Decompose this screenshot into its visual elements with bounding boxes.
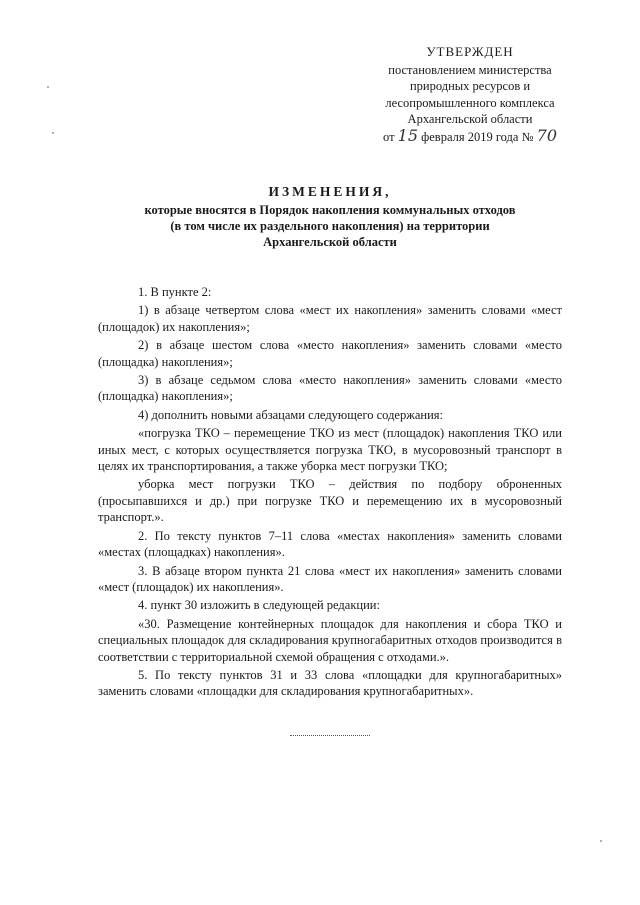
approval-date: [360, 125, 580, 146]
paragraph-6: «погрузка ТКО – перемещение ТКО из мест (площадок) накопления ТКО или иных мест, с которых осуществляется погрузка ТКО, в мусоровозный транспорт в целях их транспортирования, а также уборка мест погрузки ТКО;: [98, 426, 562, 474]
document-number-handwritten: 70: [536, 125, 558, 145]
paragraph-11: «30. Размещение контейнерных площадок для накопления и сбора ТКО и специальных площадок для складирования крупногабаритных отходов производится в соответствии с территориальной схемой обращения с отходами.».: [98, 616, 562, 664]
scan-speck: [52, 132, 54, 134]
approval-block: [360, 44, 580, 145]
approval-stamp: УТВЕРЖДЕН: [426, 44, 514, 59]
paragraph-12: 5. По тексту пунктов 31 и 33 слова «площадки для крупногабаритных» заменить словами «площадки для складирования крупногабаритных».: [98, 667, 562, 699]
scan-speck: [47, 86, 49, 88]
paragraph-10: 4. пункт 30 изложить в следующей редакции:: [138, 598, 380, 613]
paragraph-1: 1. В пункте 2:: [138, 285, 212, 299]
approval-line-1: постановлением министерства: [388, 62, 552, 77]
document-body: [98, 284, 562, 702]
paragraph-7: уборка мест погрузки ТКО – действия по подбору оброненных (просыпавшихся и др.) при погрузке ТКО и перемещению их в мусоровозный транспорт.».: [98, 477, 562, 525]
paragraph-9: 3. В абзаце втором пункта 21 слова «мест их накопления» заменить словами «мест (площадок) их накопления».: [98, 563, 562, 594]
approval-line-2: природных ресурсов и: [409, 79, 531, 93]
scan-speck: [600, 840, 602, 842]
date-day-handwritten: 15: [397, 125, 419, 145]
title-line-3: Архангельской области: [263, 235, 397, 249]
date-prefix: от: [382, 129, 395, 144]
paragraph-2: 1) в абзаце четвертом слова «мест их накопления» заменить словами «мест (площадок) их накопления»;: [98, 303, 562, 334]
document-title: [100, 184, 560, 250]
date-text: февраля 2019 года №: [421, 129, 534, 144]
end-separator: [290, 735, 370, 736]
approval-line-4: Архангельской области: [407, 112, 533, 126]
title-heading: ИЗМЕНЕНИЯ,: [268, 184, 392, 199]
paragraph-3: 2) в абзаце шестом слова «место накопления» заменить словами «место (площадка) накопления»;: [98, 338, 562, 369]
paragraph-5: 4) дополнить новыми абзацами следующего содержания:: [138, 407, 444, 422]
paragraph-8: 2. По тексту пунктов 7–11 слова «местах накопления» заменить словами «местах (площадках) накопления».: [98, 528, 562, 560]
approval-line-3: лесопромышленного комплекса: [385, 95, 555, 110]
paragraph-4: 3) в абзаце седьмом слова «место накопления» заменить словами «место (площадка) накопления»;: [98, 373, 562, 404]
title-line-1: которые вносятся в Порядок накопления коммунальных отходов: [144, 203, 516, 217]
title-line-2: (в том числе их раздельного накопления) на территории: [170, 219, 490, 233]
